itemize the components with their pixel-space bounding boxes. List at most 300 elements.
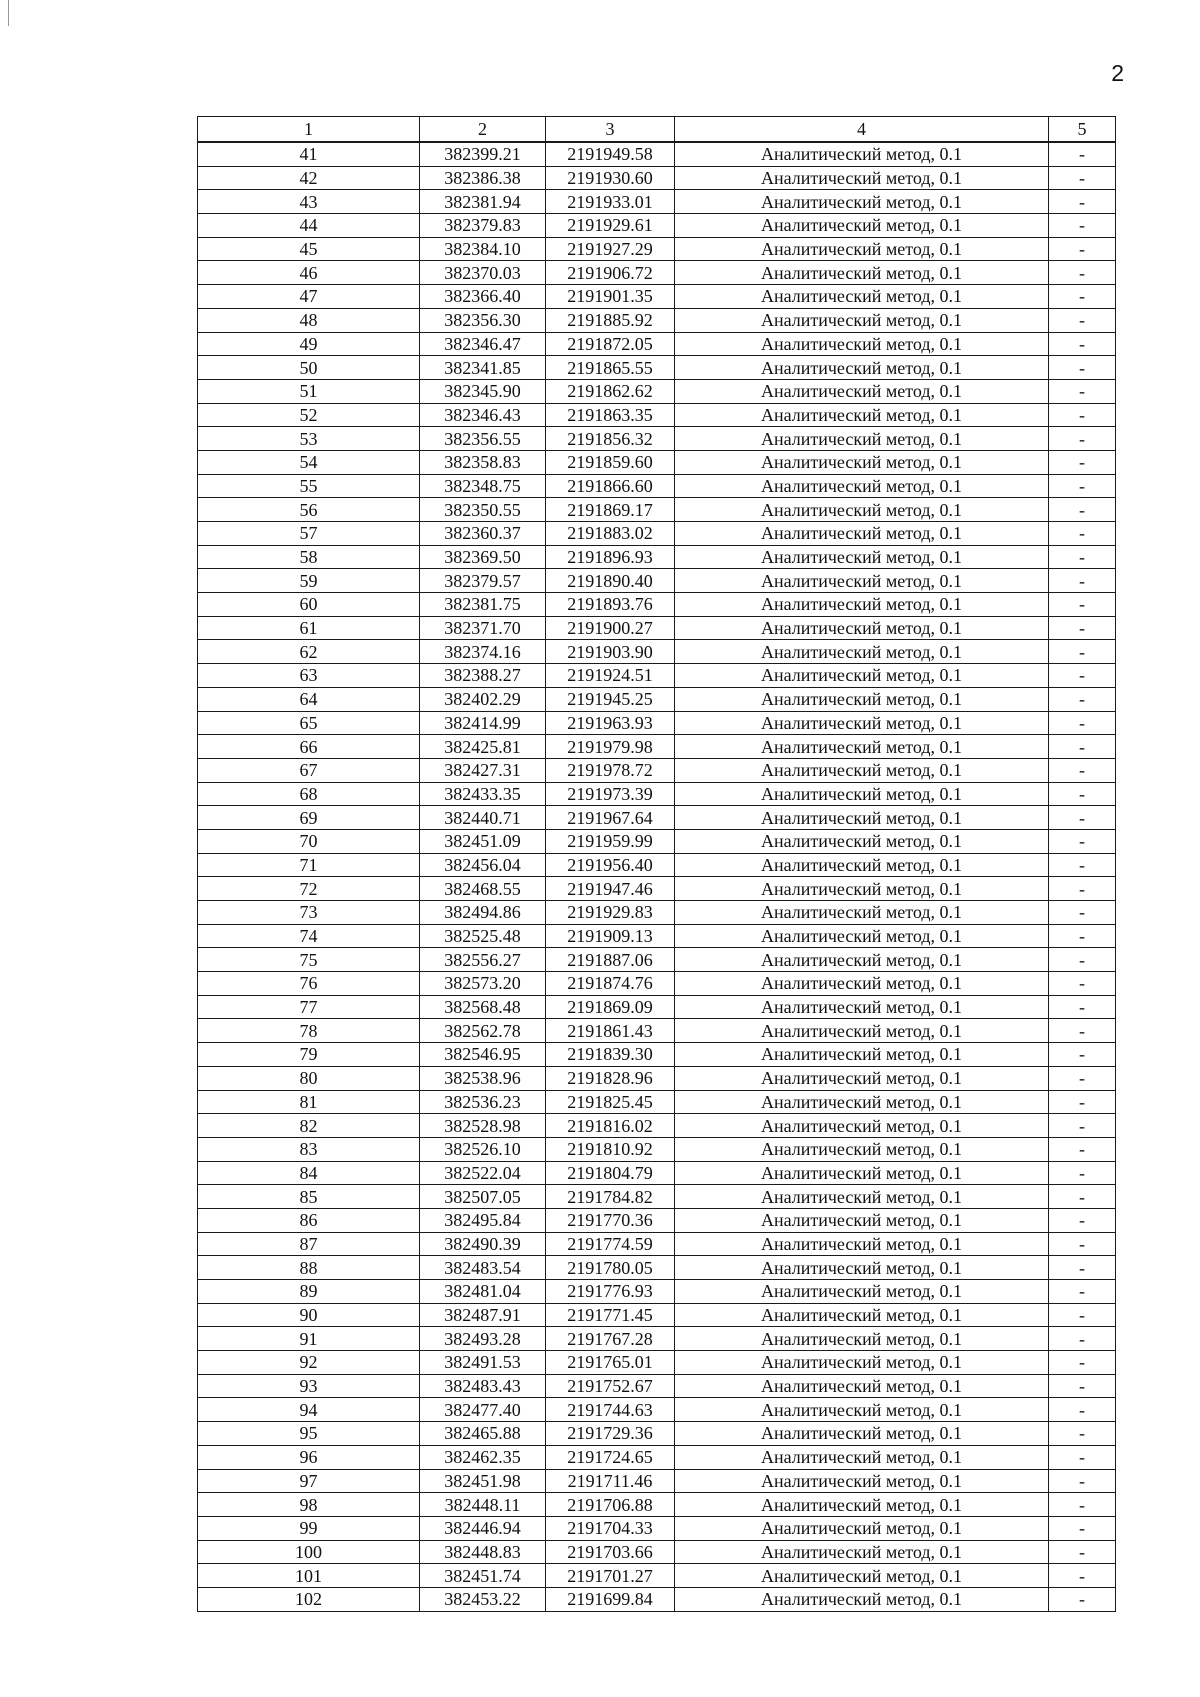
y-coordinate-cell: 2191729.36: [546, 1422, 675, 1446]
x-coordinate-cell: 382493.28: [420, 1327, 546, 1351]
header-col-1: 1: [198, 117, 420, 143]
note-cell: -: [1049, 1043, 1116, 1067]
method-cell: Аналитический метод, 0.1: [675, 1516, 1049, 1540]
x-coordinate-cell: 382369.50: [420, 545, 546, 569]
table-row: [198, 711, 1116, 735]
method-cell: Аналитический метод, 0.1: [675, 1208, 1049, 1232]
note-cell: -: [1049, 1398, 1116, 1422]
note-cell: -: [1049, 640, 1116, 664]
method-cell: Аналитический метод, 0.1: [675, 640, 1049, 664]
table-row: [198, 877, 1116, 901]
y-coordinate-cell: 2191703.66: [546, 1540, 675, 1564]
table-body: [198, 142, 1116, 1611]
point-number-cell: 60: [198, 593, 420, 617]
note-cell: -: [1049, 142, 1116, 166]
x-coordinate-cell: 382384.10: [420, 237, 546, 261]
x-coordinate-cell: 382568.48: [420, 995, 546, 1019]
note-cell: -: [1049, 1090, 1116, 1114]
x-coordinate-cell: 382427.31: [420, 758, 546, 782]
point-number-cell: 98: [198, 1493, 420, 1517]
table-row: [198, 1516, 1116, 1540]
x-coordinate-cell: 382381.75: [420, 593, 546, 617]
table-row: [198, 1043, 1116, 1067]
table-row: [198, 853, 1116, 877]
point-number-cell: 51: [198, 379, 420, 403]
table-row: [198, 1090, 1116, 1114]
table-row: [198, 142, 1116, 166]
x-coordinate-cell: 382546.95: [420, 1043, 546, 1067]
point-number-cell: 78: [198, 1019, 420, 1043]
point-number-cell: 46: [198, 261, 420, 285]
point-number-cell: 65: [198, 711, 420, 735]
method-cell: Аналитический метод, 0.1: [675, 616, 1049, 640]
y-coordinate-cell: 2191956.40: [546, 853, 675, 877]
x-coordinate-cell: 382366.40: [420, 285, 546, 309]
x-coordinate-cell: 382399.21: [420, 142, 546, 166]
method-cell: Аналитический метод, 0.1: [675, 403, 1049, 427]
note-cell: -: [1049, 1374, 1116, 1398]
y-coordinate-cell: 2191752.67: [546, 1374, 675, 1398]
method-cell: Аналитический метод, 0.1: [675, 1066, 1049, 1090]
table-row: [198, 664, 1116, 688]
y-coordinate-cell: 2191711.46: [546, 1469, 675, 1493]
method-cell: Аналитический метод, 0.1: [675, 782, 1049, 806]
point-number-cell: 56: [198, 498, 420, 522]
method-cell: Аналитический метод, 0.1: [675, 924, 1049, 948]
method-cell: Аналитический метод, 0.1: [675, 1587, 1049, 1611]
x-coordinate-cell: 382379.83: [420, 214, 546, 238]
x-coordinate-cell: 382448.83: [420, 1540, 546, 1564]
point-number-cell: 82: [198, 1114, 420, 1138]
method-cell: Аналитический метод, 0.1: [675, 1161, 1049, 1185]
note-cell: -: [1049, 1564, 1116, 1588]
note-cell: -: [1049, 853, 1116, 877]
x-coordinate-cell: 382536.23: [420, 1090, 546, 1114]
method-cell: Аналитический метод, 0.1: [675, 450, 1049, 474]
method-cell: Аналитический метод, 0.1: [675, 1280, 1049, 1304]
table-row: [198, 1185, 1116, 1209]
y-coordinate-cell: 2191949.58: [546, 142, 675, 166]
x-coordinate-cell: 382494.86: [420, 901, 546, 925]
table-row: [198, 1303, 1116, 1327]
method-cell: Аналитический метод, 0.1: [675, 1256, 1049, 1280]
point-number-cell: 81: [198, 1090, 420, 1114]
point-number-cell: 94: [198, 1398, 420, 1422]
y-coordinate-cell: 2191896.93: [546, 545, 675, 569]
y-coordinate-cell: 2191959.99: [546, 829, 675, 853]
method-cell: Аналитический метод, 0.1: [675, 758, 1049, 782]
table-row: [198, 1374, 1116, 1398]
point-number-cell: 79: [198, 1043, 420, 1067]
point-number-cell: 68: [198, 782, 420, 806]
method-cell: Аналитический метод, 0.1: [675, 1303, 1049, 1327]
y-coordinate-cell: 2191978.72: [546, 758, 675, 782]
point-number-cell: 57: [198, 522, 420, 546]
table-row: [198, 214, 1116, 238]
method-cell: Аналитический метод, 0.1: [675, 1019, 1049, 1043]
method-cell: Аналитический метод, 0.1: [675, 1043, 1049, 1067]
point-number-cell: 87: [198, 1232, 420, 1256]
table-row: [198, 616, 1116, 640]
x-coordinate-cell: 382573.20: [420, 972, 546, 996]
y-coordinate-cell: 2191973.39: [546, 782, 675, 806]
x-coordinate-cell: 382483.54: [420, 1256, 546, 1280]
table-row: [198, 1137, 1116, 1161]
coordinates-table-container: [197, 116, 1115, 1612]
header-col-4: 4: [675, 117, 1049, 143]
y-coordinate-cell: 2191893.76: [546, 593, 675, 617]
y-coordinate-cell: 2191979.98: [546, 735, 675, 759]
method-cell: Аналитический метод, 0.1: [675, 593, 1049, 617]
x-coordinate-cell: 382371.70: [420, 616, 546, 640]
method-cell: Аналитический метод, 0.1: [675, 1374, 1049, 1398]
y-coordinate-cell: 2191903.90: [546, 640, 675, 664]
x-coordinate-cell: 382522.04: [420, 1161, 546, 1185]
table-row: [198, 806, 1116, 830]
note-cell: -: [1049, 332, 1116, 356]
point-number-cell: 58: [198, 545, 420, 569]
table-row: [198, 1327, 1116, 1351]
x-coordinate-cell: 382388.27: [420, 664, 546, 688]
point-number-cell: 48: [198, 308, 420, 332]
table-row: [198, 1208, 1116, 1232]
x-coordinate-cell: 382562.78: [420, 1019, 546, 1043]
x-coordinate-cell: 382358.83: [420, 450, 546, 474]
point-number-cell: 61: [198, 616, 420, 640]
y-coordinate-cell: 2191776.93: [546, 1280, 675, 1304]
y-coordinate-cell: 2191869.17: [546, 498, 675, 522]
table-row: [198, 379, 1116, 403]
x-coordinate-cell: 382525.48: [420, 924, 546, 948]
method-cell: Аналитический метод, 0.1: [675, 1327, 1049, 1351]
y-coordinate-cell: 2191839.30: [546, 1043, 675, 1067]
note-cell: -: [1049, 214, 1116, 238]
table-row: [198, 1114, 1116, 1138]
point-number-cell: 71: [198, 853, 420, 877]
method-cell: Аналитический метод, 0.1: [675, 522, 1049, 546]
y-coordinate-cell: 2191924.51: [546, 664, 675, 688]
y-coordinate-cell: 2191744.63: [546, 1398, 675, 1422]
table-row: [198, 308, 1116, 332]
note-cell: -: [1049, 1066, 1116, 1090]
y-coordinate-cell: 2191874.76: [546, 972, 675, 996]
point-number-cell: 72: [198, 877, 420, 901]
table-row: [198, 948, 1116, 972]
table-row: [198, 1493, 1116, 1517]
y-coordinate-cell: 2191863.35: [546, 403, 675, 427]
x-coordinate-cell: 382433.35: [420, 782, 546, 806]
note-cell: -: [1049, 782, 1116, 806]
x-coordinate-cell: 382414.99: [420, 711, 546, 735]
x-coordinate-cell: 382448.11: [420, 1493, 546, 1517]
table-row: [198, 427, 1116, 451]
method-cell: Аналитический метод, 0.1: [675, 948, 1049, 972]
y-coordinate-cell: 2191856.32: [546, 427, 675, 451]
y-coordinate-cell: 2191804.79: [546, 1161, 675, 1185]
note-cell: -: [1049, 1280, 1116, 1304]
method-cell: Аналитический метод, 0.1: [675, 261, 1049, 285]
note-cell: -: [1049, 829, 1116, 853]
note-cell: -: [1049, 474, 1116, 498]
point-number-cell: 59: [198, 569, 420, 593]
method-cell: Аналитический метод, 0.1: [675, 474, 1049, 498]
table-row: [198, 1351, 1116, 1375]
note-cell: -: [1049, 758, 1116, 782]
point-number-cell: 102: [198, 1587, 420, 1611]
table-row: [198, 569, 1116, 593]
x-coordinate-cell: 382526.10: [420, 1137, 546, 1161]
method-cell: Аналитический метод, 0.1: [675, 829, 1049, 853]
x-coordinate-cell: 382346.47: [420, 332, 546, 356]
method-cell: Аналитический метод, 0.1: [675, 1398, 1049, 1422]
table-row: [198, 593, 1116, 617]
y-coordinate-cell: 2191930.60: [546, 166, 675, 190]
table-row: [198, 687, 1116, 711]
method-cell: Аналитический метод, 0.1: [675, 1564, 1049, 1588]
x-coordinate-cell: 382451.98: [420, 1469, 546, 1493]
x-coordinate-cell: 382345.90: [420, 379, 546, 403]
x-coordinate-cell: 382425.81: [420, 735, 546, 759]
x-coordinate-cell: 382341.85: [420, 356, 546, 380]
x-coordinate-cell: 382465.88: [420, 1422, 546, 1446]
note-cell: -: [1049, 450, 1116, 474]
y-coordinate-cell: 2191933.01: [546, 190, 675, 214]
y-coordinate-cell: 2191869.09: [546, 995, 675, 1019]
point-number-cell: 62: [198, 640, 420, 664]
x-coordinate-cell: 382381.94: [420, 190, 546, 214]
note-cell: -: [1049, 1587, 1116, 1611]
note-cell: -: [1049, 1019, 1116, 1043]
method-cell: Аналитический метод, 0.1: [675, 1114, 1049, 1138]
table-row: [198, 640, 1116, 664]
x-coordinate-cell: 382477.40: [420, 1398, 546, 1422]
table-row: [198, 1066, 1116, 1090]
y-coordinate-cell: 2191706.88: [546, 1493, 675, 1517]
note-cell: -: [1049, 522, 1116, 546]
note-cell: -: [1049, 735, 1116, 759]
table-header: [198, 117, 1116, 143]
table-row: [198, 522, 1116, 546]
note-cell: -: [1049, 995, 1116, 1019]
method-cell: Аналитический метод, 0.1: [675, 1137, 1049, 1161]
note-cell: -: [1049, 1351, 1116, 1375]
note-cell: -: [1049, 877, 1116, 901]
x-coordinate-cell: 382440.71: [420, 806, 546, 830]
table-row: [198, 1161, 1116, 1185]
y-coordinate-cell: 2191859.60: [546, 450, 675, 474]
note-cell: -: [1049, 616, 1116, 640]
point-number-cell: 101: [198, 1564, 420, 1588]
point-number-cell: 66: [198, 735, 420, 759]
method-cell: Аналитический метод, 0.1: [675, 664, 1049, 688]
x-coordinate-cell: 382487.91: [420, 1303, 546, 1327]
y-coordinate-cell: 2191929.83: [546, 901, 675, 925]
table-row: [198, 190, 1116, 214]
note-cell: -: [1049, 972, 1116, 996]
table-row: [198, 237, 1116, 261]
note-cell: -: [1049, 593, 1116, 617]
method-cell: Аналитический метод, 0.1: [675, 972, 1049, 996]
point-number-cell: 67: [198, 758, 420, 782]
table-row: [198, 474, 1116, 498]
note-cell: -: [1049, 498, 1116, 522]
note-cell: -: [1049, 379, 1116, 403]
table-row: [198, 285, 1116, 309]
y-coordinate-cell: 2191825.45: [546, 1090, 675, 1114]
point-number-cell: 84: [198, 1161, 420, 1185]
note-cell: -: [1049, 1114, 1116, 1138]
note-cell: -: [1049, 924, 1116, 948]
scan-margin-line: [8, 0, 9, 26]
y-coordinate-cell: 2191770.36: [546, 1208, 675, 1232]
point-number-cell: 41: [198, 142, 420, 166]
method-cell: Аналитический метод, 0.1: [675, 142, 1049, 166]
method-cell: Аналитический метод, 0.1: [675, 1422, 1049, 1446]
table-row: [198, 1398, 1116, 1422]
y-coordinate-cell: 2191767.28: [546, 1327, 675, 1351]
point-number-cell: 86: [198, 1208, 420, 1232]
note-cell: -: [1049, 545, 1116, 569]
method-cell: Аналитический метод, 0.1: [675, 1185, 1049, 1209]
y-coordinate-cell: 2191765.01: [546, 1351, 675, 1375]
x-coordinate-cell: 382350.55: [420, 498, 546, 522]
method-cell: Аналитический метод, 0.1: [675, 1540, 1049, 1564]
x-coordinate-cell: 382356.30: [420, 308, 546, 332]
method-cell: Аналитический метод, 0.1: [675, 1445, 1049, 1469]
table-row: [198, 924, 1116, 948]
point-number-cell: 90: [198, 1303, 420, 1327]
note-cell: -: [1049, 1516, 1116, 1540]
header-col-3: 3: [546, 117, 675, 143]
point-number-cell: 50: [198, 356, 420, 380]
y-coordinate-cell: 2191861.43: [546, 1019, 675, 1043]
note-cell: -: [1049, 1137, 1116, 1161]
y-coordinate-cell: 2191862.62: [546, 379, 675, 403]
y-coordinate-cell: 2191929.61: [546, 214, 675, 238]
point-number-cell: 92: [198, 1351, 420, 1375]
method-cell: Аналитический метод, 0.1: [675, 853, 1049, 877]
method-cell: Аналитический метод, 0.1: [675, 877, 1049, 901]
method-cell: Аналитический метод, 0.1: [675, 901, 1049, 925]
x-coordinate-cell: 382495.84: [420, 1208, 546, 1232]
point-number-cell: 77: [198, 995, 420, 1019]
y-coordinate-cell: 2191865.55: [546, 356, 675, 380]
point-number-cell: 70: [198, 829, 420, 853]
table-row: [198, 735, 1116, 759]
x-coordinate-cell: 382374.16: [420, 640, 546, 664]
point-number-cell: 45: [198, 237, 420, 261]
table-row: [198, 1232, 1116, 1256]
note-cell: -: [1049, 1469, 1116, 1493]
y-coordinate-cell: 2191885.92: [546, 308, 675, 332]
x-coordinate-cell: 382491.53: [420, 1351, 546, 1375]
point-number-cell: 89: [198, 1280, 420, 1304]
note-cell: -: [1049, 664, 1116, 688]
x-coordinate-cell: 382386.38: [420, 166, 546, 190]
y-coordinate-cell: 2191828.96: [546, 1066, 675, 1090]
header-row: [198, 117, 1116, 143]
x-coordinate-cell: 382348.75: [420, 474, 546, 498]
point-number-cell: 43: [198, 190, 420, 214]
point-number-cell: 76: [198, 972, 420, 996]
x-coordinate-cell: 382360.37: [420, 522, 546, 546]
method-cell: Аналитический метод, 0.1: [675, 166, 1049, 190]
point-number-cell: 88: [198, 1256, 420, 1280]
note-cell: -: [1049, 1493, 1116, 1517]
note-cell: -: [1049, 1540, 1116, 1564]
note-cell: -: [1049, 261, 1116, 285]
y-coordinate-cell: 2191810.92: [546, 1137, 675, 1161]
x-coordinate-cell: 382370.03: [420, 261, 546, 285]
method-cell: Аналитический метод, 0.1: [675, 545, 1049, 569]
note-cell: -: [1049, 806, 1116, 830]
point-number-cell: 73: [198, 901, 420, 925]
note-cell: -: [1049, 285, 1116, 309]
note-cell: -: [1049, 901, 1116, 925]
y-coordinate-cell: 2191945.25: [546, 687, 675, 711]
note-cell: -: [1049, 1208, 1116, 1232]
method-cell: Аналитический метод, 0.1: [675, 995, 1049, 1019]
table-row: [198, 995, 1116, 1019]
method-cell: Аналитический метод, 0.1: [675, 356, 1049, 380]
y-coordinate-cell: 2191900.27: [546, 616, 675, 640]
note-cell: -: [1049, 711, 1116, 735]
point-number-cell: 49: [198, 332, 420, 356]
point-number-cell: 53: [198, 427, 420, 451]
point-number-cell: 85: [198, 1185, 420, 1209]
y-coordinate-cell: 2191784.82: [546, 1185, 675, 1209]
x-coordinate-cell: 382356.55: [420, 427, 546, 451]
table-row: [198, 829, 1116, 853]
table-row: [198, 261, 1116, 285]
note-cell: -: [1049, 1303, 1116, 1327]
method-cell: Аналитический метод, 0.1: [675, 190, 1049, 214]
method-cell: Аналитический метод, 0.1: [675, 806, 1049, 830]
y-coordinate-cell: 2191774.59: [546, 1232, 675, 1256]
x-coordinate-cell: 382507.05: [420, 1185, 546, 1209]
point-number-cell: 74: [198, 924, 420, 948]
y-coordinate-cell: 2191704.33: [546, 1516, 675, 1540]
method-cell: Аналитический метод, 0.1: [675, 214, 1049, 238]
y-coordinate-cell: 2191872.05: [546, 332, 675, 356]
method-cell: Аналитический метод, 0.1: [675, 285, 1049, 309]
note-cell: -: [1049, 1256, 1116, 1280]
method-cell: Аналитический метод, 0.1: [675, 1090, 1049, 1114]
method-cell: Аналитический метод, 0.1: [675, 569, 1049, 593]
y-coordinate-cell: 2191771.45: [546, 1303, 675, 1327]
table-row: [198, 1280, 1116, 1304]
point-number-cell: 54: [198, 450, 420, 474]
note-cell: -: [1049, 1161, 1116, 1185]
point-number-cell: 55: [198, 474, 420, 498]
note-cell: -: [1049, 308, 1116, 332]
note-cell: -: [1049, 427, 1116, 451]
y-coordinate-cell: 2191724.65: [546, 1445, 675, 1469]
x-coordinate-cell: 382402.29: [420, 687, 546, 711]
method-cell: Аналитический метод, 0.1: [675, 1351, 1049, 1375]
table-row: [198, 1540, 1116, 1564]
table-row: [198, 901, 1116, 925]
table-row: [198, 972, 1116, 996]
x-coordinate-cell: 382538.96: [420, 1066, 546, 1090]
page-number: 2: [1111, 60, 1124, 86]
y-coordinate-cell: 2191701.27: [546, 1564, 675, 1588]
method-cell: Аналитический метод, 0.1: [675, 308, 1049, 332]
method-cell: Аналитический метод, 0.1: [675, 498, 1049, 522]
y-coordinate-cell: 2191963.93: [546, 711, 675, 735]
y-coordinate-cell: 2191887.06: [546, 948, 675, 972]
y-coordinate-cell: 2191883.02: [546, 522, 675, 546]
